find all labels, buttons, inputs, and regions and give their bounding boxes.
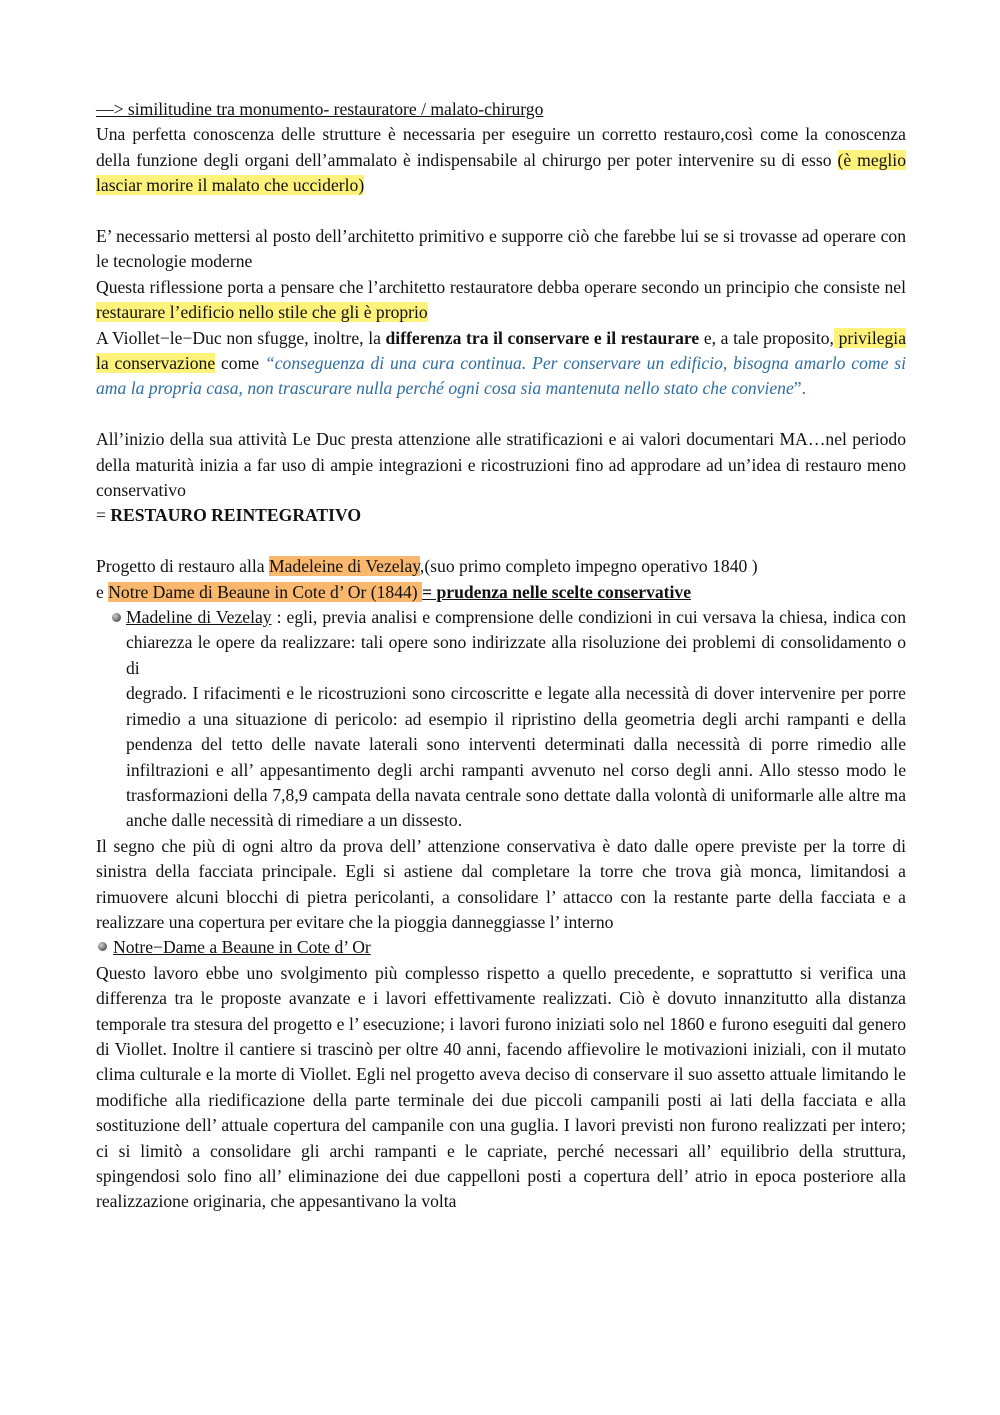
paragraph-text: All’inizio della sua attività Le Duc presta attenzione alle stratificazioni e ai valori documentari MA…nel periodo della maturità inizia a far uso di ampie integrazioni e ricostruzioni fino ad approdare ad un’idea di restauro meno conservativo [96, 429, 906, 501]
document-body [96, 97, 906, 1215]
bold-text: RESTAURO REINTEGRATIVO [110, 505, 362, 526]
paragraph-text: Il segno che più di ogni altro da prova dell’ attenzione conservativa è dato dalle opere previste per la torre di sinistra della facciata principale. Egli si astiene dal completare la torre che trova già monca, limitandosi a rimuovere alcuni blocchi di pietra pericolanti, a consolidare l’ attacco con la restante parte della facciata e a realizzare una copertura per evitare che la pioggia danneggiasse l’ interno [96, 835, 906, 932]
paragraph-knowledge [96, 122, 906, 198]
bullet-item-beaune [98, 935, 906, 960]
bullet-title: Notre−Dame a Beaune in Cote d’ Or [113, 937, 371, 958]
paragraph-progetto [96, 554, 906, 579]
bullet-paragraph-continued [126, 681, 906, 833]
paragraph-text: degrado. I rifacimenti e le ricostruzioni sono circoscritte e legate alla necessità di dover intervenire per porre rimedio a una situazione di pericolo: ad esempio il ripristino della geometria degli archi rampanti e della pendenza del tetto delle navate laterali sono interventi determinati dalla necessità di porre rimedio alle infiltrazioni e all’ appesantimento degli archi rampanti avvenuto nel corso degli anni. Allo stesso modo le trasformazioni della 7,8,9 campata della navata centrale sono dettate dalla volontà di uniformarle alle altre ma anche dalle necessità di rimediare a un dissesto. [126, 683, 906, 831]
bold-underlined-text: = prudenza nelle scelte conservative [422, 581, 692, 602]
paragraph-segno [96, 834, 906, 936]
highlight-orange: Madeleine di Vezelay [268, 556, 420, 577]
paragraph-reintegrativo [96, 503, 906, 528]
highlight-orange: Notre Dame di Beaune in Cote d’ Or (1844) [108, 581, 423, 602]
paragraph-notre-dame [96, 580, 906, 605]
paragraph-lavoro [96, 961, 906, 1215]
quote-end: ”. [793, 378, 807, 399]
quote-text: “conseguenza di una cura continua. Per conservare un edificio, bisogna amarlo come si ama la propria casa, non trascurare nulla perché ogni cosa sia mantenuta nello stato che conviene [96, 353, 907, 399]
paragraph-text: Progetto di restauro alla [96, 556, 269, 577]
highlight-yellow: restaurare l’edificio nello stile che gli è proprio [96, 302, 428, 323]
paragraph-architect [96, 224, 906, 275]
prefix-text: = [96, 505, 111, 526]
paragraph-reflection [96, 275, 906, 326]
bullet-icon [98, 942, 107, 951]
paragraph-text: : egli, previa analisi e comprensione delle condizioni in cui versava la chiesa, indica con chiarezza le opere da realizzare: tali opere sono indirizzate alla risoluzione dei problemi di consolidamento o di [126, 607, 906, 678]
spacer [96, 199, 906, 224]
bullet-icon [112, 613, 121, 622]
paragraph-text: come [215, 353, 265, 374]
heading-text: —> similitudine tra monumento- restauratore / malato-chirurgo [96, 99, 544, 119]
spacer [96, 402, 906, 427]
paragraph-text: Questo lavoro ebbe uno svolgimento più complesso rispetto a quello precedente, e soprattutto si verifica una differenza tra le proposte avanzate e i lavori effettivamente realizzati. Ciò è dovuto innanzitutto alla distanza temporale tra stesura del progetto e l’ esecuzione; i lavori furono iniziati solo nel 1860 e furono eseguiti dal genero di Viollet. Inoltre il cantiere si trascinò per oltre 40 anni, facendo affievolire le motivazioni iniziali, con il mutato clima culturale e la morte di Viollet. Egli nel progetto aveva deciso di conservare il suo assetto attuale limitando le modifiche alla riedificazione della parte terminale dei due piccoli campanili posti ai lati della facciata e alla sostituzione dell’ attuale copertura del campanile con una guglia. I lavori previsti non furono realizzati per intero; ci si limitò a consolidare gli archi rampanti e le capriate, perché necessari all’ equilibrio della struttura, spingendosi solo fino all’ eliminazione dei due cappelloni posti a copertura dell’ atrio in epoca posteriore alla realizzazione originaria, che appesantivano la volta [96, 962, 906, 1212]
paragraph-text: e, a tale proposito, [699, 327, 834, 348]
spacer [96, 529, 906, 554]
paragraph-viollet [96, 326, 906, 402]
bullet-paragraph [126, 605, 906, 681]
bullet-item-vezelay [96, 605, 906, 834]
paragraph-text: e [96, 581, 109, 602]
paragraph-le-duc [96, 427, 906, 503]
paragraph-text: E’ necessario mettersi al posto dell’architetto primitivo e supporre ciò che farebbe lui se si trovasse ad operare con le tecnologie moderne [96, 226, 906, 272]
paragraph-text: Questa riflessione porta a pensare che l’architetto restauratore debba operare secondo un principio che consiste nel [96, 276, 906, 297]
bold-text: differenza tra il conservare e il restaurare [385, 327, 700, 348]
highlight-yellow: (è meglio lasciar morire il malato che ucciderlo) [96, 149, 906, 196]
bullet-title: Madeline di Vezelay [126, 607, 272, 628]
paragraph-text: ,(suo primo completo impegno operativo 1840 ) [419, 556, 758, 577]
paragraph-text: Una perfetta conoscenza delle strutture è necessaria per eseguire un corretto restauro,così come la conoscenza della funzione degli organi dell’ammalato è indispensabile al chirurgo per poter intervenire su di esso [96, 124, 906, 170]
section-heading [96, 97, 906, 122]
highlight-yellow: privilegia la conservazione [96, 327, 907, 374]
paragraph-text: A Viollet−le−Duc non sfugge, inoltre, la [96, 327, 386, 348]
